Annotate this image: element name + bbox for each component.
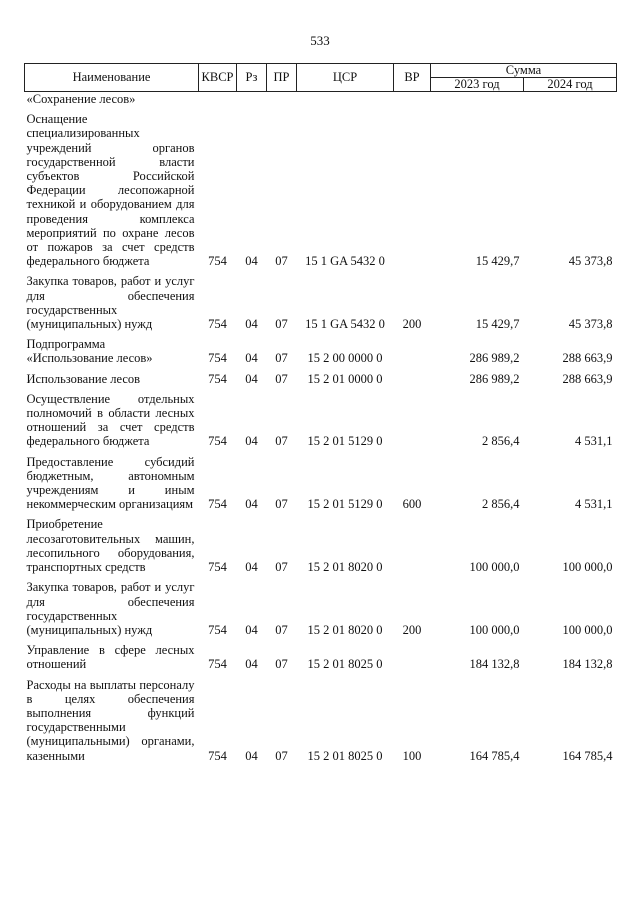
cell-pr: 07 bbox=[275, 560, 288, 575]
cell-sum-2023: 2 856,4 bbox=[482, 497, 520, 512]
table-row bbox=[25, 372, 617, 386]
cell-name: Предоставление субсидий бюджетным, автономным учреждениям и иным некоммерческим организациям bbox=[26, 454, 195, 512]
cell-vr: 200 bbox=[402, 622, 422, 637]
cell-csr: 15 1 GA 5432 0 bbox=[305, 254, 385, 269]
cell-kvsr: 754 bbox=[208, 748, 227, 763]
cell-vr bbox=[394, 643, 431, 671]
cell-sum-2024: 164 785,4 bbox=[562, 748, 613, 763]
cell-rz: 04 bbox=[245, 351, 258, 366]
cell-rz: 04 bbox=[245, 497, 258, 512]
header-year-2024: 2024 год bbox=[524, 78, 617, 92]
cell-vr bbox=[394, 112, 431, 268]
cell-kvsr: 754 bbox=[208, 317, 227, 332]
cell-rz: 04 bbox=[245, 254, 258, 269]
cell-kvsr: 754 bbox=[208, 622, 227, 637]
cell-csr: 15 2 01 5129 0 bbox=[307, 497, 383, 512]
cell-rz: 04 bbox=[245, 622, 258, 637]
header-kvsr: КВСР bbox=[199, 64, 237, 92]
cell-vr bbox=[394, 517, 431, 574]
cell-csr: 15 2 01 8025 0 bbox=[307, 657, 383, 672]
cell-csr: 15 2 01 8020 0 bbox=[307, 560, 383, 575]
cell-kvsr: 754 bbox=[208, 560, 227, 575]
cell-csr bbox=[297, 92, 394, 107]
table-header bbox=[25, 64, 617, 92]
cell-sum-2024 bbox=[524, 92, 617, 107]
cell-sum-2024: 4 531,1 bbox=[575, 434, 613, 449]
cell-sum-2023: 15 429,7 bbox=[475, 254, 520, 269]
cell-sum-2023: 100 000,0 bbox=[469, 560, 520, 575]
cell-pr: 07 bbox=[275, 317, 288, 332]
cell-csr: 15 2 01 8020 0 bbox=[307, 622, 383, 637]
header-vr: ВР bbox=[394, 64, 431, 92]
cell-sum-2023: 15 429,7 bbox=[475, 317, 520, 332]
cell-name: Подпрограмма «Использование лесов» bbox=[26, 337, 153, 366]
cell-sum-2023 bbox=[431, 92, 524, 107]
table-row bbox=[25, 92, 617, 107]
cell-csr: 15 2 01 5129 0 bbox=[307, 434, 383, 449]
cell-pr: 07 bbox=[275, 497, 288, 512]
cell-kvsr bbox=[199, 92, 237, 107]
page-number: 533 bbox=[310, 33, 330, 48]
cell-kvsr: 754 bbox=[208, 371, 227, 386]
cell-rz: 04 bbox=[245, 317, 258, 332]
cell-sum-2023: 286 989,2 bbox=[469, 371, 520, 386]
cell-rz: 04 bbox=[245, 657, 258, 672]
cell-sum-2023: 184 132,8 bbox=[469, 657, 520, 672]
cell-kvsr: 754 bbox=[208, 351, 227, 366]
table-row bbox=[25, 643, 617, 671]
cell-sum-2024: 100 000,0 bbox=[562, 622, 613, 637]
cell-csr: 15 2 01 0000 0 bbox=[307, 371, 383, 386]
cell-vr bbox=[394, 92, 431, 107]
cell-pr bbox=[267, 92, 297, 107]
cell-name: Использование лесов bbox=[26, 371, 141, 386]
header-year-2023: 2023 год bbox=[431, 78, 524, 92]
table-row bbox=[25, 337, 617, 365]
table-row bbox=[25, 678, 617, 763]
cell-vr bbox=[394, 337, 431, 365]
cell-sum-2024: 45 373,8 bbox=[568, 317, 613, 332]
cell-pr: 07 bbox=[275, 254, 288, 269]
cell-name: Закупка товаров, работ и услуг для обеспечения государственных (муниципальных) нужд bbox=[26, 274, 195, 332]
cell-name: Оснащение специализированных учреждений органов государственной власти субъектов Российской Федерации лесопожарной техникой и оборудованием для проведения комплекса мероприятий по охране лесов от пожаров за счет средств федерального бюджета bbox=[26, 112, 195, 269]
cell-name: «Сохранение лесов» bbox=[26, 92, 136, 106]
cell-name: Приобретение лесозаготовительных машин, лесопильного оборудования, транспортных средств bbox=[26, 517, 195, 575]
cell-sum-2024: 288 663,9 bbox=[562, 371, 613, 386]
cell-pr: 07 bbox=[275, 748, 288, 763]
table-row bbox=[25, 392, 617, 449]
header-rz: Рз bbox=[237, 64, 267, 92]
cell-pr: 07 bbox=[275, 434, 288, 449]
cell-csr: 15 2 00 0000 0 bbox=[307, 351, 383, 366]
cell-sum-2024: 4 531,1 bbox=[575, 497, 613, 512]
table-row bbox=[25, 274, 617, 331]
header-csr: ЦСР bbox=[297, 64, 394, 92]
cell-rz: 04 bbox=[245, 371, 258, 386]
cell-sum-2024: 100 000,0 bbox=[562, 560, 613, 575]
cell-kvsr: 754 bbox=[208, 657, 227, 672]
table-row bbox=[25, 112, 617, 268]
cell-rz: 04 bbox=[245, 434, 258, 449]
cell-csr: 15 2 01 8025 0 bbox=[307, 748, 383, 763]
cell-sum-2024: 45 373,8 bbox=[568, 254, 613, 269]
cell-name: Расходы на выплаты персоналу в целях обеспечения выполнения функций государственными (муниципальными) органами, казенными bbox=[26, 677, 195, 763]
cell-rz: 04 bbox=[245, 560, 258, 575]
cell-kvsr: 754 bbox=[208, 434, 227, 449]
cell-vr bbox=[394, 372, 431, 386]
table-row bbox=[25, 517, 617, 574]
table-body bbox=[25, 92, 617, 763]
cell-pr: 07 bbox=[275, 351, 288, 366]
header-sum: Сумма bbox=[431, 64, 617, 78]
table-row bbox=[25, 580, 617, 637]
cell-vr: 600 bbox=[402, 497, 422, 512]
cell-name: Управление в сфере лесных отношений bbox=[26, 643, 195, 672]
table-row bbox=[25, 455, 617, 512]
cell-csr: 15 1 GA 5432 0 bbox=[305, 317, 385, 332]
cell-pr: 07 bbox=[275, 622, 288, 637]
cell-sum-2024: 288 663,9 bbox=[562, 351, 613, 366]
cell-sum-2023: 286 989,2 bbox=[469, 351, 520, 366]
cell-rz: 04 bbox=[245, 748, 258, 763]
cell-kvsr: 754 bbox=[208, 254, 227, 269]
cell-vr bbox=[394, 392, 431, 449]
cell-pr: 07 bbox=[275, 657, 288, 672]
header-name: Наименование bbox=[25, 64, 199, 92]
cell-sum-2024: 184 132,8 bbox=[562, 657, 613, 672]
cell-vr: 200 bbox=[402, 317, 422, 332]
cell-sum-2023: 100 000,0 bbox=[469, 622, 520, 637]
header-pr: ПР bbox=[267, 64, 297, 92]
cell-vr: 100 bbox=[402, 748, 422, 763]
cell-name: Закупка товаров, работ и услуг для обеспечения государственных (муниципальных) нужд bbox=[26, 580, 195, 637]
budget-table bbox=[24, 63, 617, 763]
cell-rz bbox=[237, 92, 267, 107]
cell-kvsr: 754 bbox=[208, 497, 227, 512]
cell-name: Осуществление отдельных полномочий в области лесных отношений за счет средств федерального бюджета bbox=[26, 391, 195, 449]
cell-pr: 07 bbox=[275, 371, 288, 386]
cell-sum-2023: 164 785,4 bbox=[469, 748, 520, 763]
cell-sum-2023: 2 856,4 bbox=[482, 434, 520, 449]
